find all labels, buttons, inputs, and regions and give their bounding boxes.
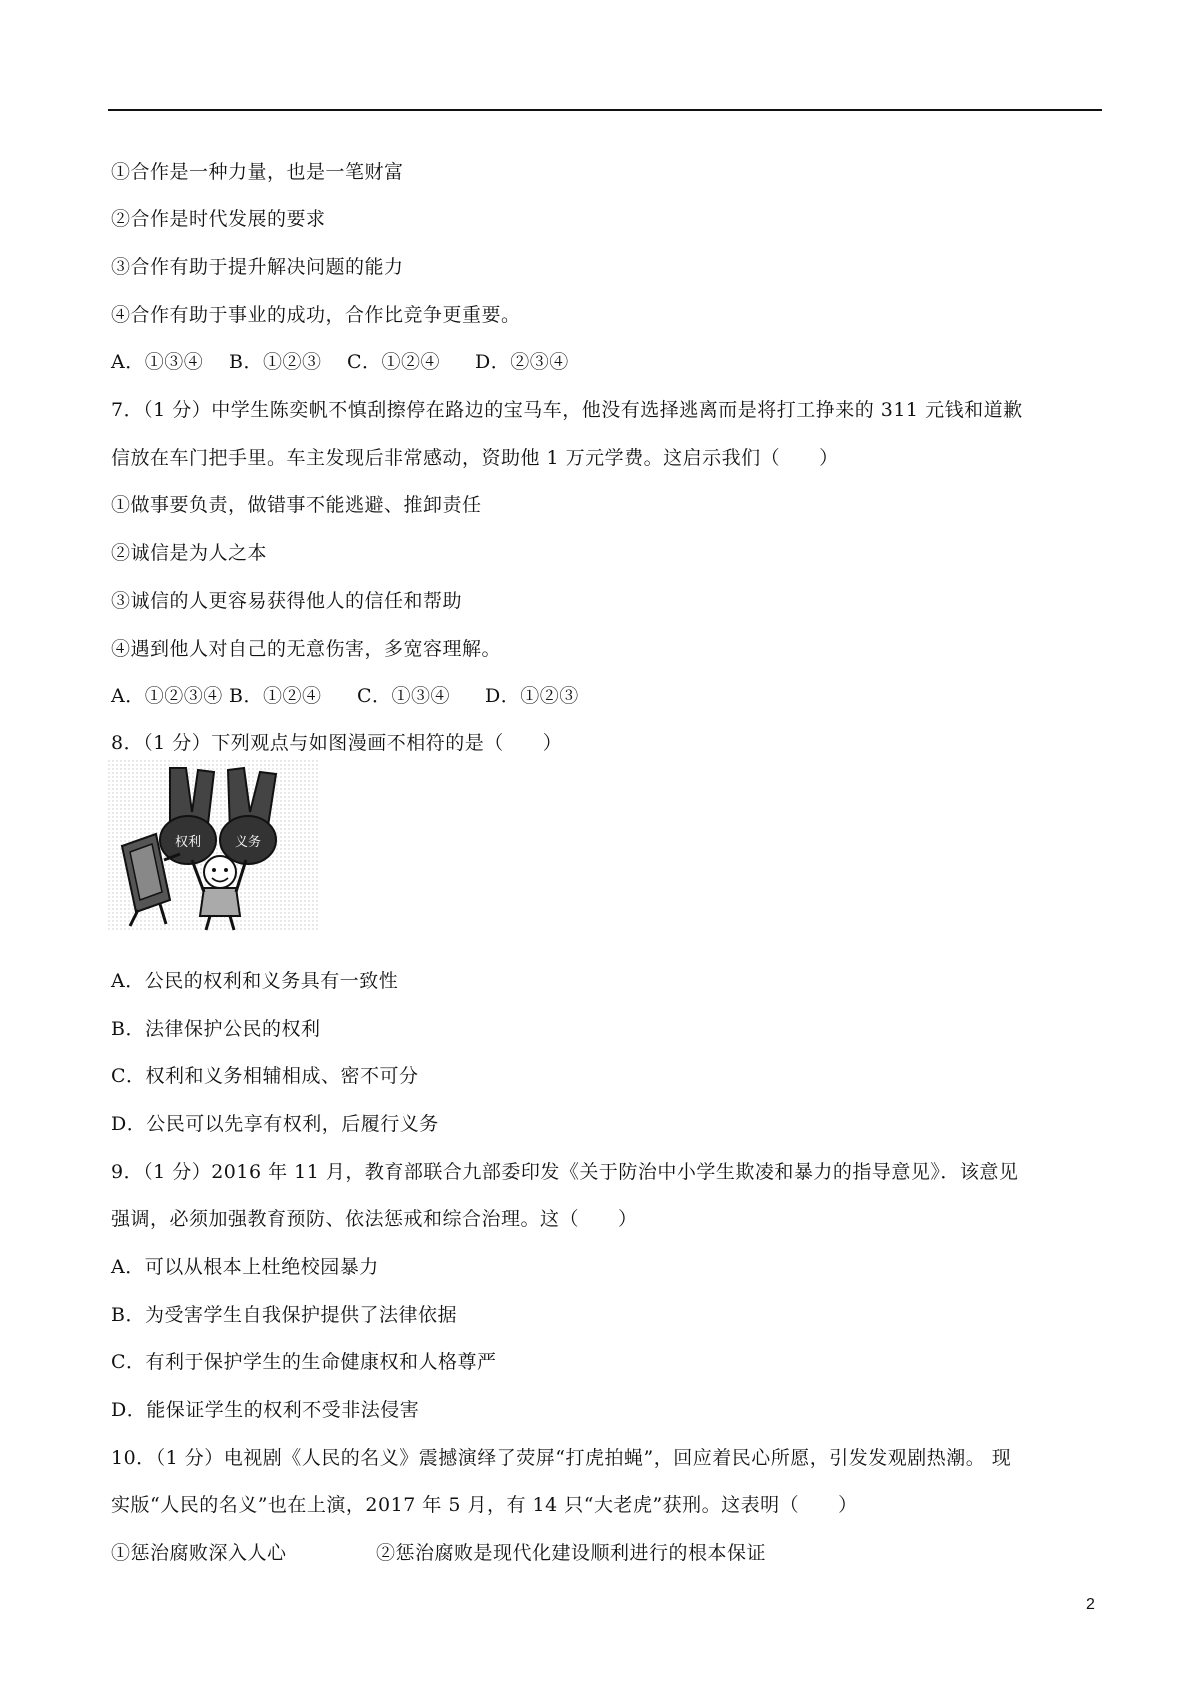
q10-stem-line2: 实版“人民的名义”也在上演，2017 年 5 月，有 14 只“大老虎”获刑。这表明（ ） [111,1494,858,1516]
q9-option-c: C．有利于保护学生的生命健康权和人格尊严 [111,1351,497,1373]
q6-option-d: D．②③④ [475,351,569,373]
q9-option-a: A．可以从根本上杜绝校园暴力 [111,1256,379,1278]
cartoon-label-rights: 权利 [174,835,202,850]
q9-option-d: D．能保证学生的权利不受非法侵害 [111,1399,420,1421]
q7-statement-4: ④遇到他人对自己的无意伤害，多宽容理解。 [111,638,502,660]
q6-statement-2: ②合作是时代发展的要求 [111,208,326,230]
q7-option-d: D．①②③ [485,685,579,707]
q7-statement-1: ①做事要负责，做错事不能逃避、推卸责任 [111,494,482,516]
q8-option-a: A．公民的权利和义务具有一致性 [111,970,399,992]
q7-stem-line1: 7．（1 分）中学生陈奕帆不慎刮擦停在路边的宝马车，他没有选择逃离而是将打工挣来的 311 元钱和道歉 [111,399,1023,421]
q10-statements [111,1538,766,1565]
q6-statement-3: ③合作有助于提升解决问题的能力 [111,256,404,278]
q9-option-b: B．为受害学生自我保护提供了法律依据 [111,1304,457,1326]
q8-option-d: D．公民可以先享有权利，后履行义务 [111,1113,439,1135]
q10-statement-2: ②惩治腐败是现代化建设顺利进行的根本保证 [376,1542,767,1564]
page-number: 2 [1086,1596,1095,1613]
q9-stem-line1: 9．（1 分）2016 年 11 月，教育部联合九部委印发《关于防治中小学生欺凌和暴力的指导意见》．该意见 [111,1161,1019,1183]
q7-statement-2: ②诚信是为人之本 [111,542,268,564]
q6-options [111,347,569,374]
rights-duties-cartoon [108,760,320,932]
q9-stem-line2: 强调，必须加强教育预防、依法惩戒和综合治理。这（ ） [111,1208,638,1230]
q6-option-b: B．①②③ [229,351,322,373]
q10-statement-1: ①惩治腐败深入人心 [111,1542,287,1564]
q7-option-b: B．①②④ [229,685,322,707]
q8-option-b: B．法律保护公民的权利 [111,1018,321,1040]
q7-options [111,681,579,708]
q10-stem-line1: 10．（1 分）电视剧《人民的名义》震撼演绎了荧屏“打虎拍蝇”，回应着民心所愿，引发发观剧热潮。 现 [111,1447,1012,1469]
q8-stem: 8．（1 分）下列观点与如图漫画不相符的是（ ） [111,732,563,754]
q6-statement-4: ④合作有助于事业的成功，合作比竞争更重要。 [111,304,521,326]
cartoon-label-duties: 义务 [234,835,262,850]
q7-stem-line2: 信放在车门把手里。车主发现后非常感动，资助他 1 万元学费。这启示我们（ ） [111,447,839,469]
q7-option-a: A．①②③④ [111,685,223,707]
q7-statement-3: ③诚信的人更容易获得他人的信任和帮助 [111,590,463,612]
header-rule [108,109,1102,111]
q6-option-a: A．①③④ [111,351,204,373]
q6-option-c: C．①②④ [347,351,441,373]
q6-statement-1: ①合作是一种力量，也是一笔财富 [111,161,404,183]
q8-option-c: C．权利和义务相辅相成、密不可分 [111,1065,419,1087]
q7-option-c: C．①③④ [357,685,451,707]
